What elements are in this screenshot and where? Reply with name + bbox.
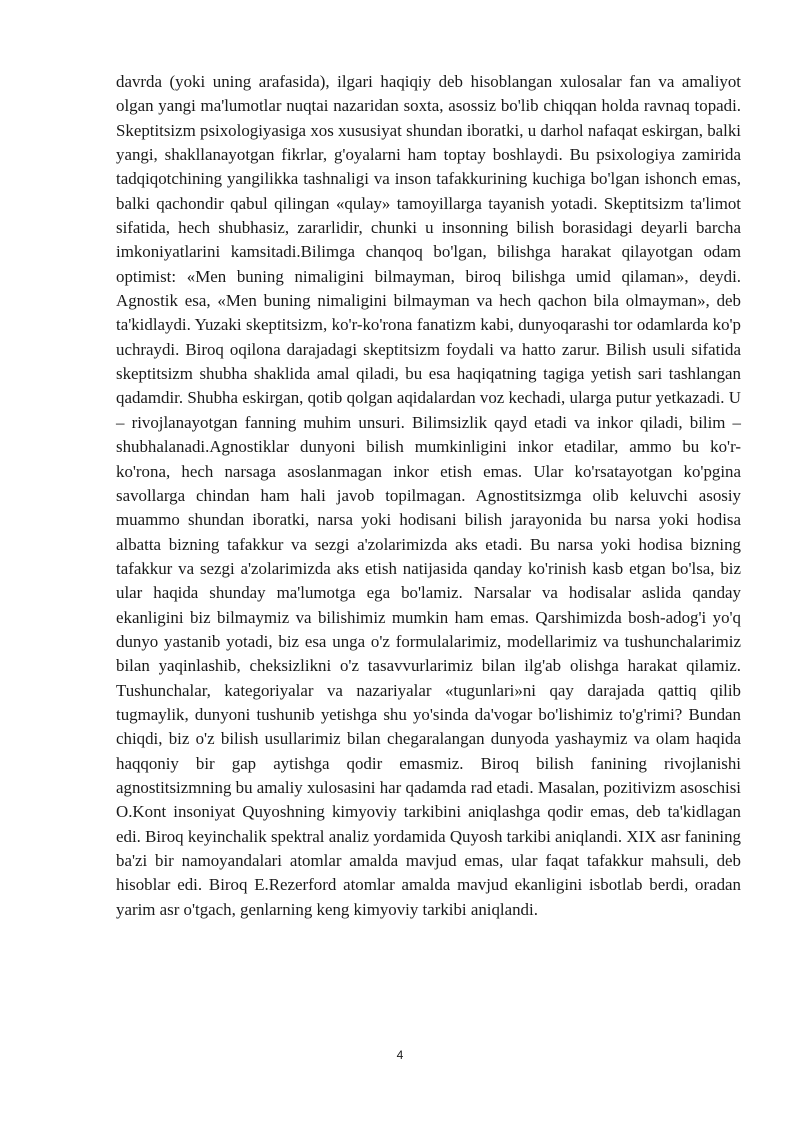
body-paragraph: davrda (yoki uning arafasida), ilgari haqiqiy deb hisoblangan xulosalar fan va amaliyot olgan yangi ma'lumotlar nuqtai nazaridan soxta, asossiz bo'lib chiqqan holda ravnaq topadi. Skeptitsizm psixologiyasiga xos xususiyat shundan iboratki, u darhol nafaqat eskirgan, balki yangi, shakllanayotgan fikrlar, g'oyalarni ham toptay boshlaydi. Bu psixologiya zamirida tadqiqotchining yangilikka tashnaligi va inson tafakkurining kuchiga bo'lgan ishonch emas, balki qachondir qabul qilingan «qulay» tamoyillarga tayanish yotadi. Skeptitsizm ta'limot sifatida, hech shubhasiz, zararlidir, chunki u insonning bilish borasidagi deyarli barcha imkoniyatlarini kamsitadi.Bilimga chanqoq bo'lgan, bilishga harakat qilayotgan odam optimist: «Men buning nimaligini bilmayman, biroq bilishga umid qilaman», deydi. Agnostik esa, «Men buning nimaligini bilmayman va hech qachon bila olmayman», deb ta'kidlaydi. Yuzaki skeptitsizm, ko'r-ko'rona fanatizm kabi, dunyoqarashi tor odamlarda ko'p uchraydi. Biroq oqilona darajadagi skeptitsizm foydali va hatto zarur. Bilish usuli sifatida skeptitsizm shubha shaklida amal qiladi, bu esa haqiqatning tagiga yetish sari tashlangan qadamdir. Shubha eskirgan, qotib qolgan aqidalardan voz kechadi, ularga putur yetkazadi. U – rivojlanayotgan fanning muhim unsuri. Bilimsizlik qayd etadi va inkor qiladi, bilim – shubhalanadi.Agnostiklar dunyoni bilish mumkinligini inkor etadilar, ammo bu ko'r-ko'rona, hech narsaga asoslanmagan inkor etish emas. Ular ko'rsatayotgan ko'pgina savollarga chindan ham hali javob topilmagan. Agnostitsizmga olib keluvchi asosiy muammo shundan iboratki, narsa yoki hodisani bilish jarayonida bu narsa yoki hodisa albatta bizning tafakkur va sezgi a'zolarimizda aks etadi. Bu narsa yoki hodisa bizning tafakkur va sezgi a'zolarimizda aks etish natijasida qanday ko'rinish kasb etgan bo'lsa, biz ular haqida shunday ma'lumotga ega bo'lamiz. Narsalar va hodisalar aslida qanday ekanligini biz bilmaymiz va bilishimiz mumkin ham emas. Qarshimizda bosh-adog'i yo'q dunyo yastanib yotadi, biz esa unga o'z formulalarimiz, modellarimiz va tushunchalarimiz bilan yaqinlashib, cheksizlikni o'z tasavvurlarimiz bilan ilg'ab olishga harakat qilamiz. Tushunchalar, kategoriyalar va nazariyalar «tugunlari»ni qay darajada qattiq qilib tugmaylik, dunyoni tushunib yetishga shu yo'sinda da'vogar bo'lishimiz to'g'rimi? Bundan chiqdi, biz o'z bilish usullarimiz bilan chegaralangan dunyoda yashaymiz va olam haqida haqqoniy bir gap aytishga qodir emasmiz. Biroq bilish fanining rivojlanishi agnostitsizmning bu amaliy xulosasini har qadamda rad etadi. Masalan, pozitivizm asoschisi O.Kont insoniyat Quyoshning kimyoviy tarkibini aniqlashga qodir emas, deb ta'kidlagan edi. Biroq keyinchalik spektral analiz yordamida Quyosh tarkibi aniqlandi. XIX asr fanining ba'zi bir namoyandalari atomlar amalda mavjud emas, ular faqat tafakkur mahsuli, deb hisoblar edi. Biroq E.Rezerford atomlar amalda mavjud ekanligini isbotlab berdi, oradan yarim asr o'tgach, genlarning keng kimyoviy tarkibi aniqlandi. xyxy=(116,72,741,919)
page-number: 4 xyxy=(396,1048,404,1062)
